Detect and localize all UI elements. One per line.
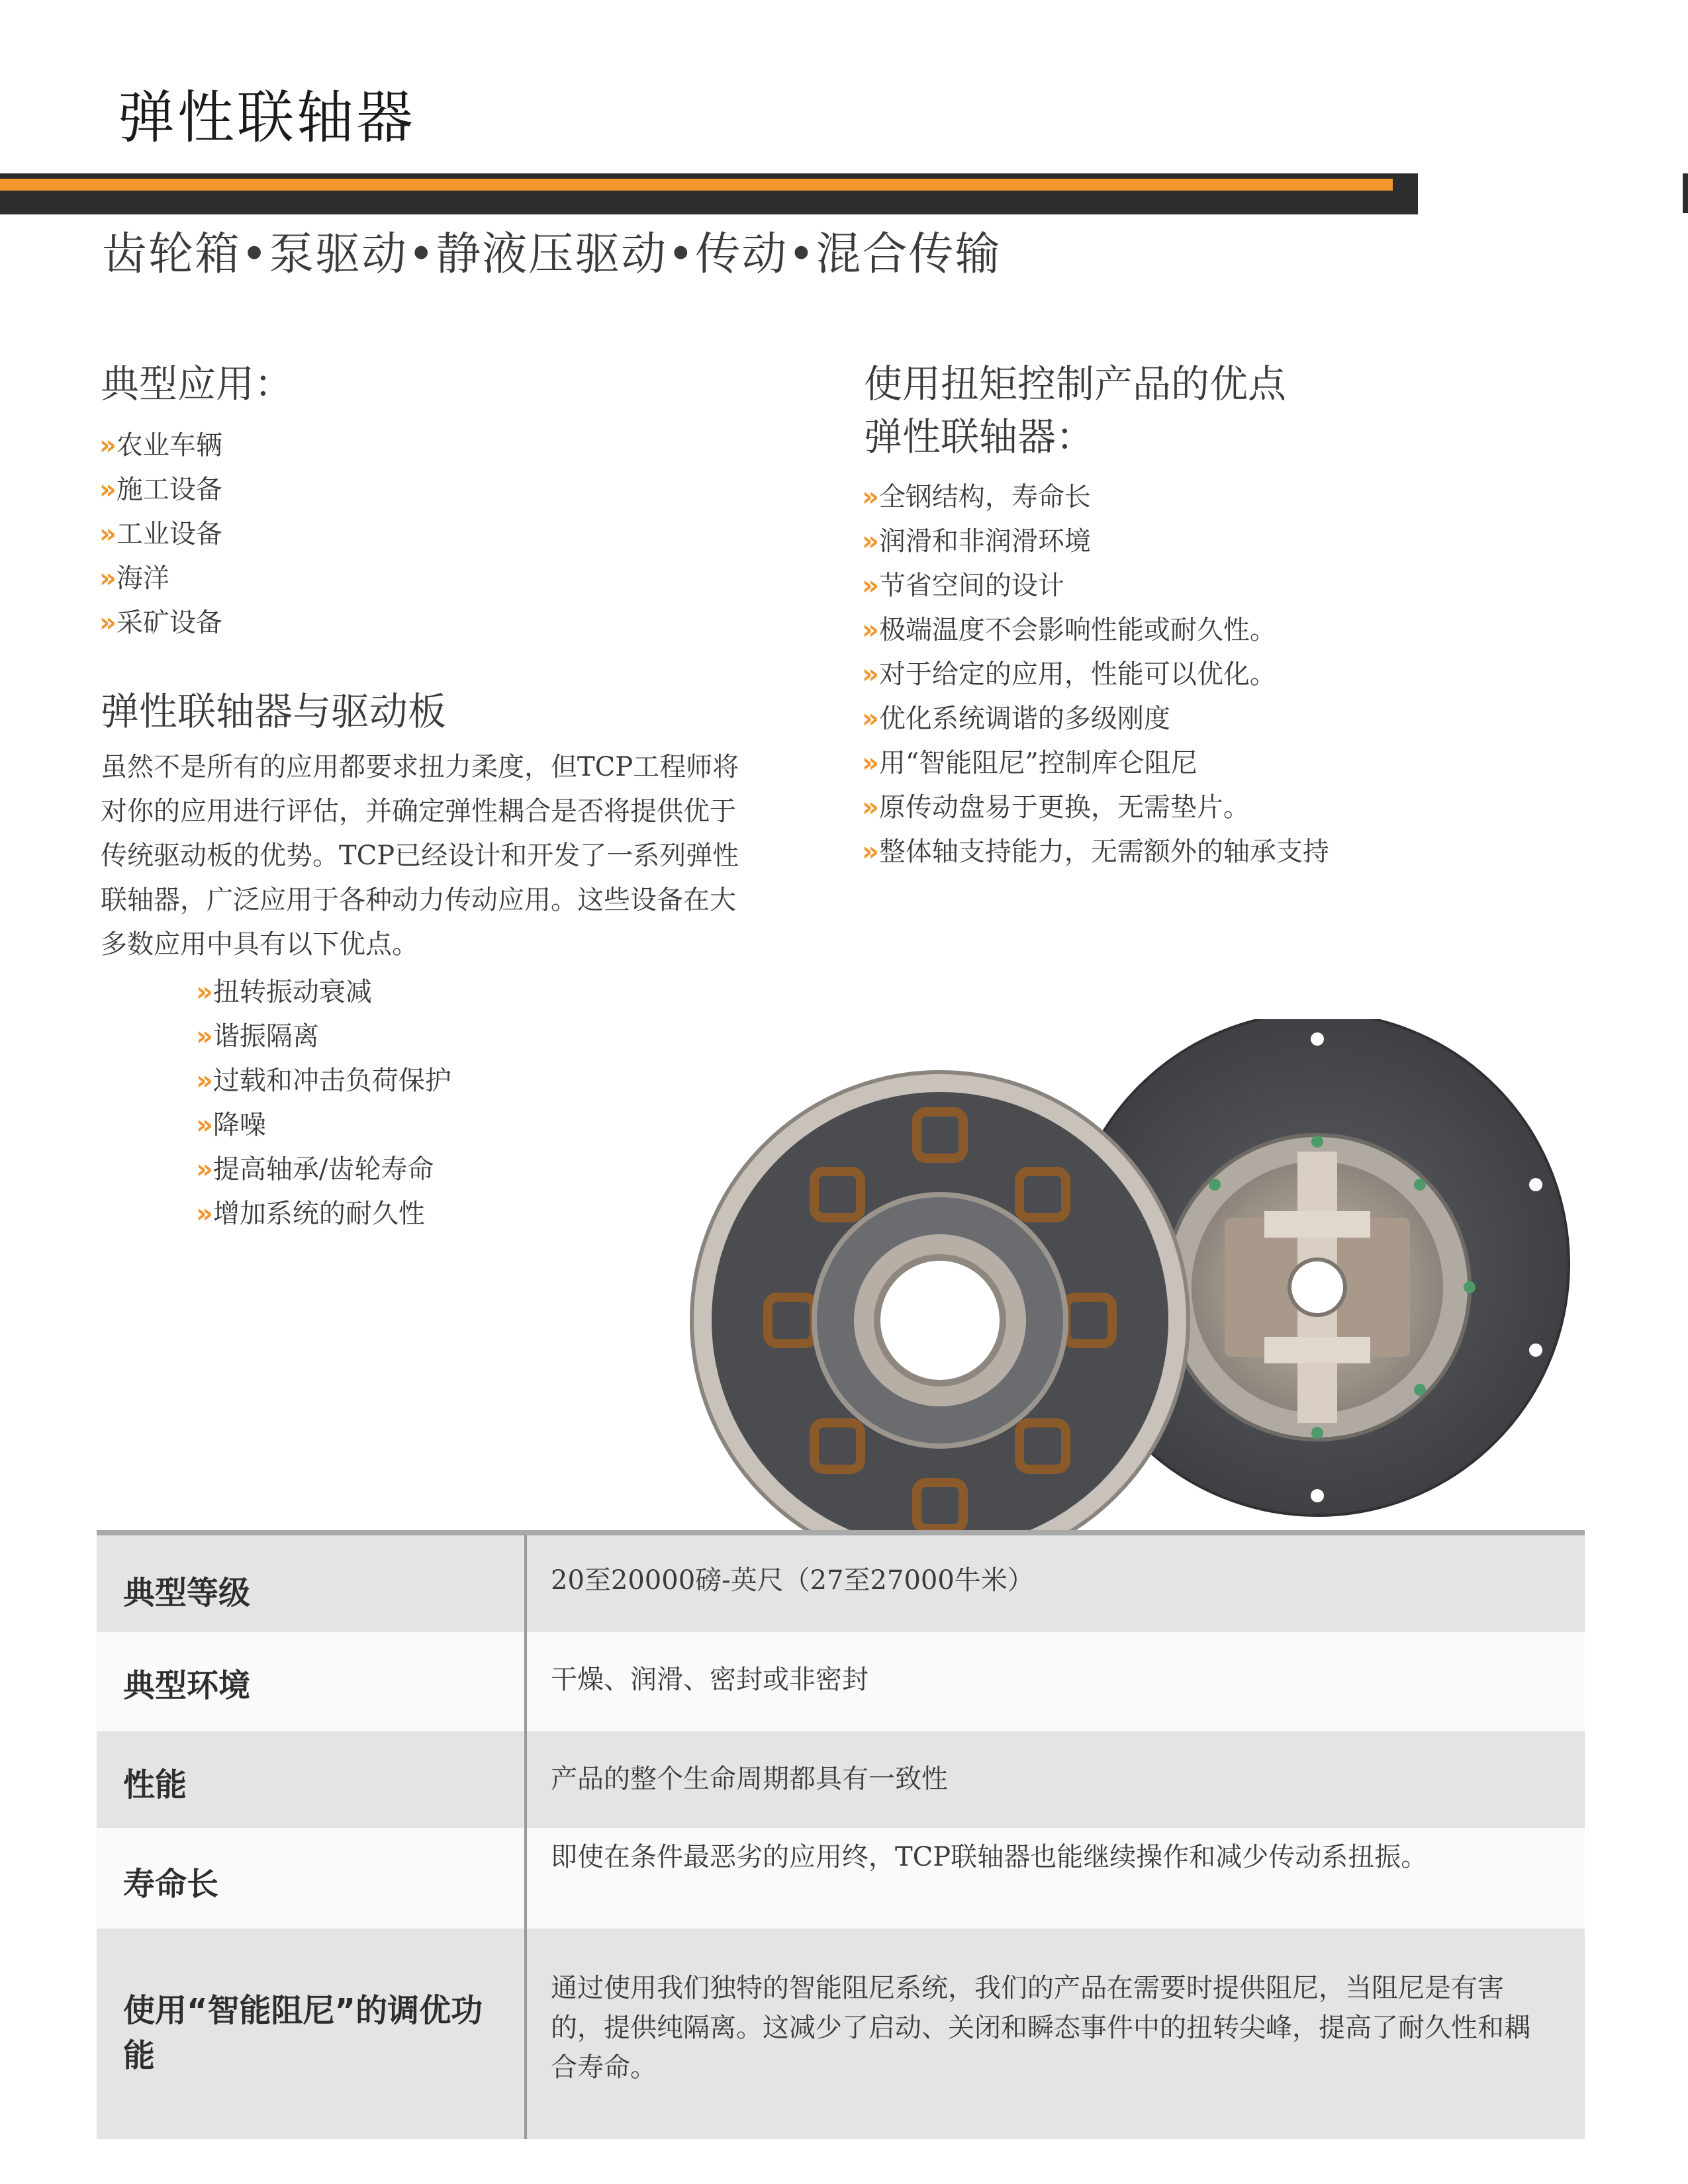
bullet-icon: » xyxy=(862,792,875,823)
bullet-icon: » xyxy=(196,1154,209,1185)
list-item: » 采矿设备 xyxy=(99,608,222,638)
bullet-icon: » xyxy=(196,1199,209,1229)
spec-value: 产品的整个生命周期都具有一致性 xyxy=(551,1764,948,1794)
benefits-list xyxy=(196,970,451,1236)
applications-heading: 典型应用： xyxy=(101,361,293,406)
spec-value: 通过使用我们独特的智能阻尼系统，我们的产品在需要时提供阻尼，当阻尼是有害的，提供纯隔离。这减少了启动、关闭和瞬态事件中的扭转尖峰，提高了耐久性和耦合寿命。 xyxy=(551,1973,1530,2083)
spec-table xyxy=(97,1530,1585,2139)
bullet-icon: » xyxy=(196,1110,209,1140)
page-subtitle: 齿轮箱•泵驱动•静液压驱动•传动•混合传输 xyxy=(102,228,1002,281)
spec-value: 20至20000磅-英尺（27至27000牛米） xyxy=(551,1565,1034,1596)
bullet-icon: » xyxy=(99,563,113,594)
coupling-front xyxy=(692,1072,1188,1542)
list-item: » 海洋 xyxy=(99,563,169,594)
coupling-product-photo xyxy=(682,1019,1602,1542)
bullet-icon: » xyxy=(99,519,113,549)
list-item: » 增加系统的耐久性 xyxy=(196,1199,425,1229)
list-item: » 过载和冲击负荷保护 xyxy=(196,1066,451,1096)
list-item: » 优化系统调谐的多级刚度 xyxy=(862,704,1170,734)
advantages-heading: 使用扭矩控制产品的优点 弹性联轴器： xyxy=(864,361,1287,459)
table-row xyxy=(97,1828,1585,1929)
list-item: » 谐振隔离 xyxy=(196,1021,319,1052)
bullet-icon: » xyxy=(862,704,875,734)
comparison-paragraph: 虽然不是所有的应用都要求扭力柔度，但TCP工程师将 对你的应用进行评估，并确定弹性耦合是否将提供优于 传统驱动板的优势。TCP已经设计和开发了一系列弹性 联轴器，广泛应用于各种动力传动应用。这些设备在大 多数应用中具有以下优点。 xyxy=(101,752,739,960)
bullet-icon: » xyxy=(99,430,113,461)
bullet-icon: » xyxy=(862,748,875,778)
spec-label: 使用“智能阻尼”的调优功能 xyxy=(123,1992,483,2074)
bullet-icon: » xyxy=(862,659,875,690)
edge-mark xyxy=(1683,173,1688,213)
advantages-list xyxy=(862,475,1329,874)
list-item: » 整体轴支持能力，无需额外的轴承支持 xyxy=(862,837,1329,867)
spec-value: 即使在条件最恶劣的应用终，TCP联轴器也能继续操作和减少传动系扭振。 xyxy=(551,1842,1428,1872)
bullet-icon: » xyxy=(99,475,113,505)
table-row xyxy=(97,1632,1585,1731)
list-item: » 润滑和非润滑环境 xyxy=(862,526,1091,557)
bullet-icon: » xyxy=(862,615,875,645)
spec-value: 干燥、润滑、密封或非密封 xyxy=(551,1664,868,1695)
list-item: » 节省空间的设计 xyxy=(862,570,1064,601)
bullet-icon: » xyxy=(196,1066,209,1096)
bullet-icon: » xyxy=(862,482,875,512)
spec-label: 寿命长 xyxy=(123,1866,219,1903)
bullet-icon: » xyxy=(99,608,113,638)
spec-label: 典型等级 xyxy=(123,1574,251,1612)
bullet-icon: » xyxy=(196,1021,209,1052)
list-item: » 施工设备 xyxy=(99,475,222,505)
applications-list xyxy=(99,424,222,645)
list-item: » 用“智能阻尼”控制库仑阻尼 xyxy=(862,748,1197,778)
list-item: » 降噪 xyxy=(196,1110,266,1140)
table-column-divider xyxy=(524,1535,527,2139)
bullet-icon: » xyxy=(196,977,209,1007)
list-item: » 扭转振动衰减 xyxy=(196,977,372,1007)
list-item: » 极端温度不会影响性能或耐久性。 xyxy=(862,615,1276,645)
table-row xyxy=(97,1929,1585,2139)
table-row xyxy=(97,1731,1585,1828)
list-item: » 工业设备 xyxy=(99,519,222,549)
list-item: » 对于给定的应用，性能可以优化。 xyxy=(862,659,1276,690)
list-item: » 原传动盘易于更换，无需垫片。 xyxy=(862,792,1250,823)
list-item: » 提高轴承/齿轮寿命 xyxy=(196,1154,434,1185)
bullet-icon: » xyxy=(862,837,875,867)
bullet-icon: » xyxy=(862,526,875,557)
table-top-rule xyxy=(97,1530,1585,1535)
header-accent-stripe xyxy=(0,179,1393,191)
list-item: » 全钢结构，寿命长 xyxy=(862,482,1091,512)
spec-label: 典型环境 xyxy=(123,1667,251,1704)
bullet-icon: » xyxy=(862,570,875,601)
spec-label: 性能 xyxy=(123,1766,187,1803)
table-row xyxy=(97,1535,1585,1632)
comparison-heading: 弹性联轴器与驱动板 xyxy=(101,689,447,734)
list-item: » 农业车辆 xyxy=(99,430,222,461)
page-title: 弹性联轴器 xyxy=(118,85,416,151)
